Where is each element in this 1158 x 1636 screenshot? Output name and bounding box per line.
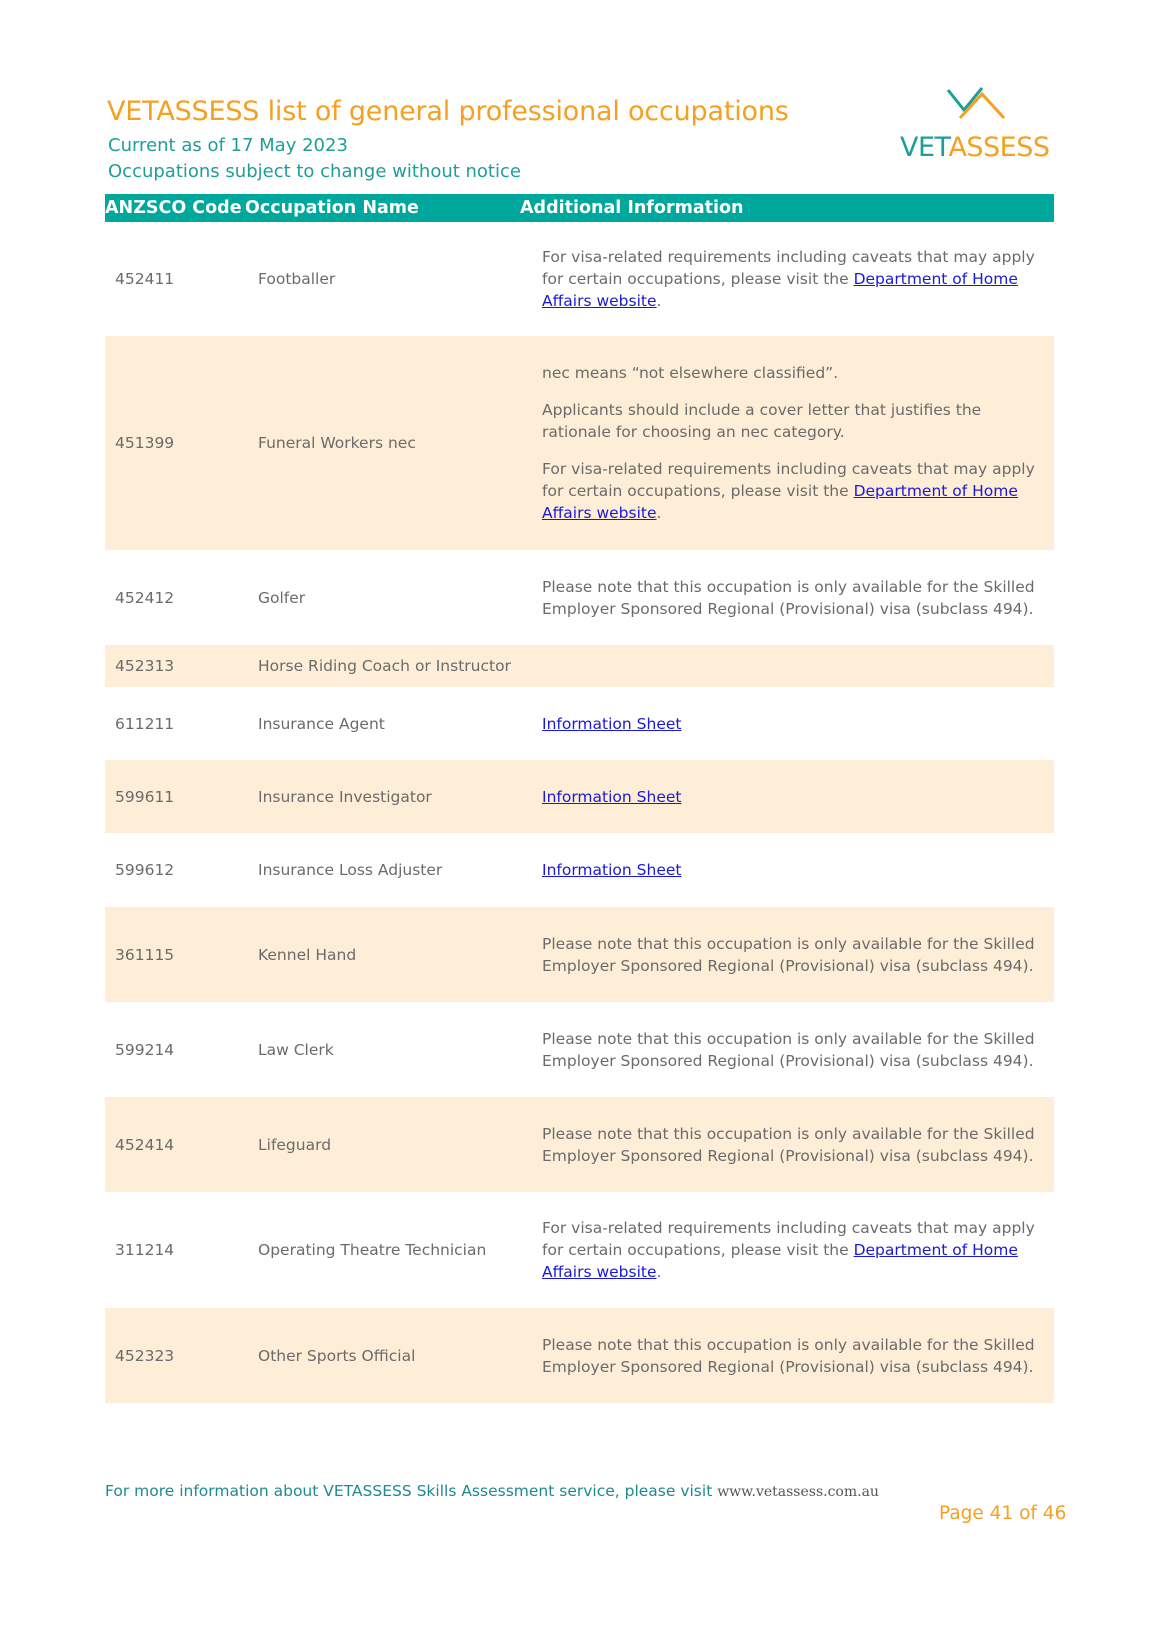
table-row bbox=[105, 336, 1054, 550]
occupation-name: Kennel Hand bbox=[258, 945, 357, 964]
occupation-name: Lifeguard bbox=[258, 1135, 332, 1154]
occupation-name: Insurance Loss Adjuster bbox=[258, 861, 443, 879]
column-header-code: ANZSCO Code bbox=[105, 198, 242, 218]
anzsco-code: 452313 bbox=[115, 657, 175, 675]
table-header bbox=[105, 194, 1054, 222]
table-row bbox=[105, 833, 1054, 907]
information-sheet-link[interactable]: Information Sheet bbox=[542, 861, 682, 879]
additional-info: Please note that this occupation is only available for the Skilled Employer Sponsored Regional (Provisional) visa (subclass 494). bbox=[542, 1124, 1035, 1165]
anzsco-code: 599612 bbox=[115, 861, 175, 879]
additional-info: Please note that this occupation is only available for the Skilled Employer Sponsored Regional (Provisional) visa (subclass 494). bbox=[542, 1029, 1035, 1070]
page-title: VETASSESS list of general professional occupations bbox=[107, 96, 789, 127]
additional-info: For visa-related requirements including caveats that may apply for certain occupations, please visit the Department of Home Affairs website. bbox=[542, 1219, 1035, 1281]
table-row bbox=[105, 907, 1054, 1002]
column-header-name: Occupation Name bbox=[245, 198, 419, 218]
additional-info: Please note that this occupation is only available for the Skilled Employer Sponsored Regional (Provisional) visa (subclass 494). bbox=[542, 1335, 1035, 1376]
anzsco-code: 452412 bbox=[115, 588, 175, 607]
information-sheet-link[interactable]: Information Sheet bbox=[542, 787, 682, 806]
additional-info bbox=[542, 645, 1047, 687]
page-number: Page 41 of 46 bbox=[939, 1503, 1067, 1524]
footer-text: For more information about VETASSESS Skills Assessment service, please visit www.vetassess.com.au bbox=[105, 1482, 879, 1500]
anzsco-code: 311214 bbox=[115, 1241, 175, 1259]
table-row bbox=[105, 1097, 1054, 1192]
table-row bbox=[105, 760, 1054, 833]
cover-letter-note: Applicants should include a cover letter that justifies the rationale for choosing an nec category. bbox=[542, 401, 982, 441]
logo-text-assess: ASSESS bbox=[948, 132, 1050, 163]
table-row bbox=[105, 687, 1054, 760]
occupation-name: Insurance Investigator bbox=[258, 787, 432, 806]
anzsco-code: 452323 bbox=[115, 1346, 175, 1365]
anzsco-code: 361115 bbox=[115, 945, 175, 964]
additional-info: nec means “not elsewhere classified”. Applicants should include a cover letter that justifies the rationale for choosing an nec category. For visa-related requirements including caveats that may apply for certain occupations, please visit the Department of Home Affairs website. bbox=[542, 362, 1047, 524]
table-row bbox=[105, 1308, 1054, 1403]
occupation-name: Funeral Workers nec bbox=[258, 434, 416, 452]
nec-definition: nec means “not elsewhere classified”. bbox=[542, 364, 839, 382]
footer-url[interactable]: www.vetassess.com.au bbox=[717, 1484, 879, 1500]
occupation-name: Operating Theatre Technician bbox=[258, 1241, 487, 1259]
anzsco-code: 599611 bbox=[115, 787, 175, 806]
table-row bbox=[105, 550, 1054, 645]
anzsco-code: 452411 bbox=[115, 270, 175, 288]
occupation-name: Other Sports Official bbox=[258, 1346, 416, 1365]
occupation-name: Horse Riding Coach or Instructor bbox=[258, 657, 511, 675]
occupation-name: Footballer bbox=[258, 270, 336, 288]
table-row bbox=[105, 1192, 1054, 1308]
table-row bbox=[105, 645, 1054, 687]
anzsco-code: 451399 bbox=[115, 434, 175, 452]
anzsco-code: 452414 bbox=[115, 1135, 175, 1154]
home-affairs-link[interactable]: Department of Home Affairs website bbox=[542, 482, 1018, 522]
home-affairs-link[interactable]: Department of Home Affairs website bbox=[542, 270, 1018, 310]
column-header-info: Additional Information bbox=[520, 198, 744, 218]
logo-text-vet: VET bbox=[900, 132, 949, 163]
occupation-name: Golfer bbox=[258, 588, 306, 607]
occupation-name: Law Clerk bbox=[258, 1040, 334, 1059]
check-chevron-logo-icon bbox=[946, 84, 1008, 124]
additional-info: Please note that this occupation is only available for the Skilled Employer Sponsored Regional (Provisional) visa (subclass 494). bbox=[542, 934, 1035, 975]
anzsco-code: 599214 bbox=[115, 1040, 175, 1059]
change-notice: Occupations subject to change without notice bbox=[108, 161, 521, 182]
current-as-of: Current as of 17 May 2023 bbox=[108, 135, 348, 156]
vetassess-logo bbox=[900, 84, 1060, 166]
occupation-name: Insurance Agent bbox=[258, 714, 385, 733]
table-row bbox=[105, 1002, 1054, 1097]
table-row bbox=[105, 222, 1054, 336]
information-sheet-link[interactable]: Information Sheet bbox=[542, 714, 682, 733]
additional-info: Please note that this occupation is only available for the Skilled Employer Sponsored Regional (Provisional) visa (subclass 494). bbox=[542, 577, 1035, 618]
additional-info: For visa-related requirements including caveats that may apply for certain occupations, please visit the Department of Home Affairs website. bbox=[542, 248, 1035, 310]
home-affairs-link[interactable]: Department of Home Affairs website bbox=[542, 1241, 1018, 1281]
anzsco-code: 611211 bbox=[115, 714, 175, 733]
